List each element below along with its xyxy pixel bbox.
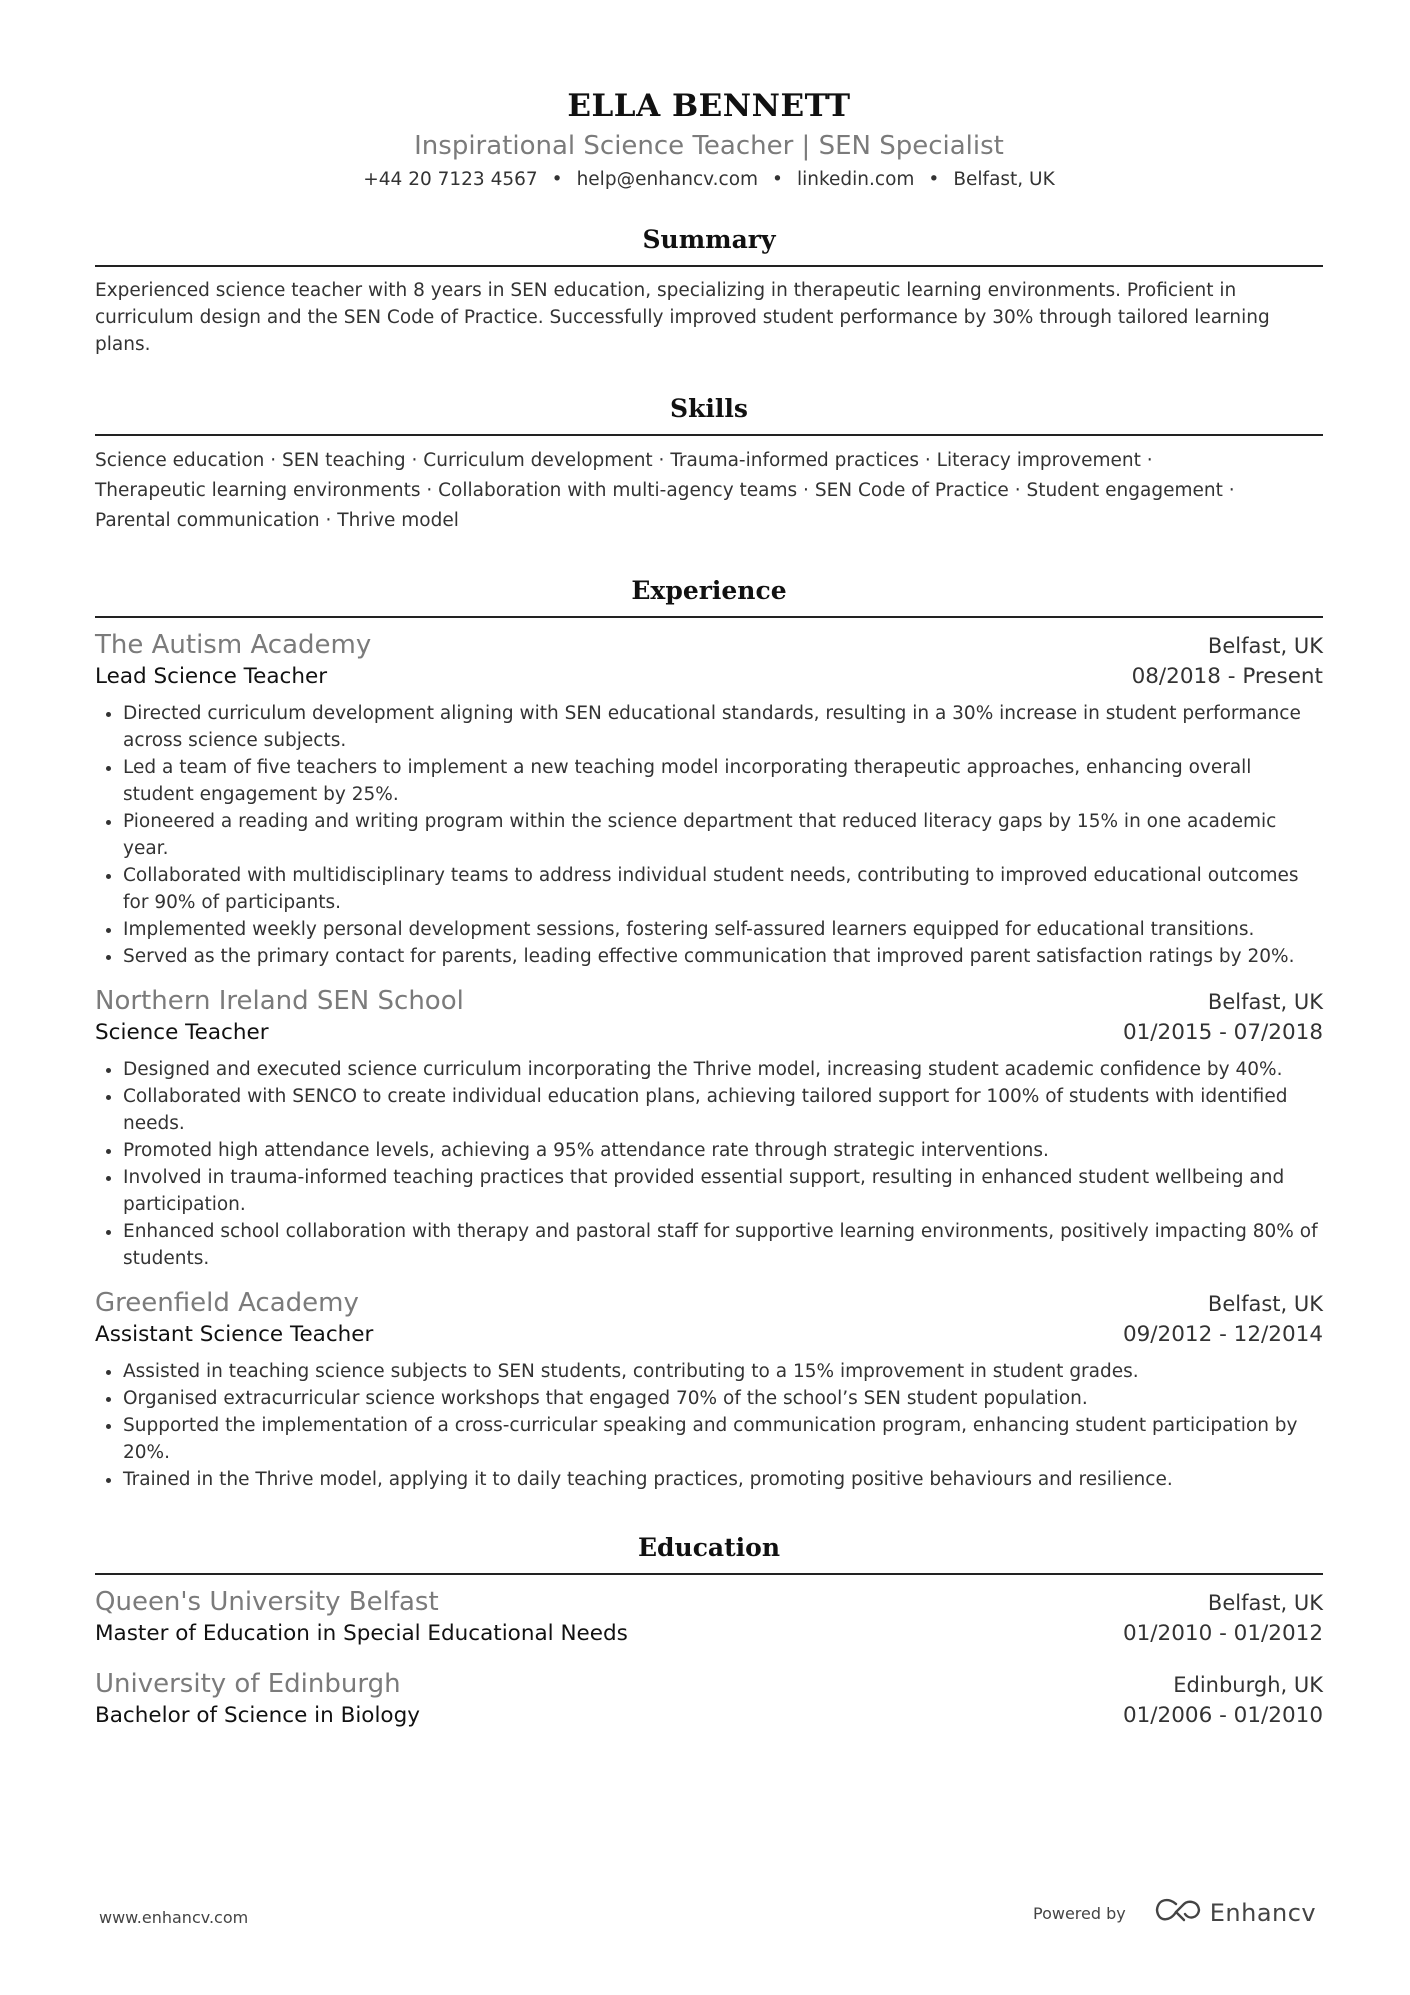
contact-separator: • <box>928 169 940 190</box>
job-bullet: • Assisted in teaching science subjects to SEN students, contributing to a 15% improvement in student grades. <box>123 1358 1323 1385</box>
job-dates: 09/2012 - 12/2014 <box>1122 1322 1323 1347</box>
summary-text: Experienced science teacher with 8 years in SEN education, specializing in therapeutic learning environments. Proficient in curriculum design and the SEN Code of Practice. Successfully improved student performance by 30% through tailored learning plans. <box>95 280 1270 355</box>
powered-by-label: Powered by <box>1033 1903 1126 1923</box>
job-bullet: • Collaborated with SENCO to create individual education plans, achieving tailored support for 100% of students with identified needs. <box>123 1083 1323 1137</box>
summary-section <box>95 223 1323 358</box>
job-bullet: • Enhanced school collaboration with therapy and pastoral staff for supportive learning environments, positively impacting 80% of students. <box>123 1218 1323 1272</box>
skills-line: Therapeutic learning environments · Collaboration with multi-agency teams · SEN Code of Practice · Student engagement · <box>95 480 1235 501</box>
skills-section <box>95 392 1323 536</box>
contact-line <box>95 167 1323 193</box>
job-organization: Northern Ireland SEN School <box>95 986 464 1016</box>
job-bullet: • Directed curriculum development aligning with SEN educational standards, resulting in a 30% increase in student performance across science subjects. <box>123 700 1323 754</box>
education-degree: Bachelor of Science in Biology <box>95 1703 420 1728</box>
job-bullets <box>95 700 1323 970</box>
job-dates: 01/2015 - 07/2018 <box>1122 1020 1323 1045</box>
skills-heading: Skills <box>95 392 1323 436</box>
education-dates: 01/2010 - 01/2012 <box>1122 1621 1323 1646</box>
education-dates: 01/2006 - 01/2010 <box>1122 1703 1323 1728</box>
skills-list <box>95 446 1323 536</box>
footer-website-link[interactable]: www.enhancv.com <box>99 1908 249 1927</box>
job-location: Belfast, UK <box>1207 990 1323 1014</box>
candidate-name: ELLA BENNETT <box>567 88 851 124</box>
contact-email: help@enhancv.com <box>576 169 759 190</box>
education-section <box>95 1531 1323 1731</box>
enhancv-logo-icon <box>1154 1898 1202 1928</box>
experience-section <box>95 574 1323 1493</box>
contact-separator: • <box>772 169 783 190</box>
education-location: Belfast, UK <box>1207 1591 1323 1615</box>
job-bullet: • Trained in the Thrive model, applying it to daily teaching practices, promoting positive behaviours and resilience. <box>123 1466 1323 1493</box>
summary-heading: Summary <box>95 223 1323 267</box>
job-role: Science Teacher <box>95 1020 269 1045</box>
job-bullet: • Pioneered a reading and writing program within the science department that reduced literacy gaps by 15% in one academic year. <box>123 808 1323 862</box>
education-heading: Education <box>95 1531 1323 1575</box>
contact-linkedin: linkedin.com <box>796 169 915 190</box>
job-bullet: • Organised extracurricular science workshops that engaged 70% of the school’s SEN student population. <box>123 1385 1323 1412</box>
job-entry <box>95 984 1323 1272</box>
job-role: Lead Science Teacher <box>95 664 328 689</box>
job-bullet: • Implemented weekly personal development sessions, fostering self-assured learners equipped for educational transitions. <box>123 916 1323 943</box>
brand-name: Enhancv <box>1209 1899 1317 1927</box>
job-role: Assistant Science Teacher <box>95 1322 374 1347</box>
job-bullet: • Collaborated with multidisciplinary teams to address individual student needs, contributing to improved educational outcomes for 90% of participants. <box>123 862 1323 916</box>
experience-heading: Experience <box>95 574 1323 618</box>
resume-header <box>95 0 1323 193</box>
job-bullet: • Involved in trauma-informed teaching practices that provided essential support, resulting in enhanced student wellbeing and participation. <box>123 1164 1323 1218</box>
skills-line: Parental communication · Thrive model <box>95 510 459 531</box>
job-bullet: • Led a team of five teachers to implement a new teaching model incorporating therapeutic approaches, enhancing overall student engagement by 25%. <box>123 754 1323 808</box>
job-bullet: • Supported the implementation of a cross-curricular speaking and communication program, enhancing student participation by 20%. <box>123 1412 1323 1466</box>
job-entry <box>95 628 1323 970</box>
job-location: Belfast, UK <box>1207 1292 1323 1316</box>
education-institution: Queen's University Belfast <box>95 1587 439 1617</box>
education-entry <box>95 1585 1323 1649</box>
education-degree: Master of Education in Special Educational Needs <box>95 1621 628 1646</box>
education-entry <box>95 1667 1323 1731</box>
job-bullet: • Served as the primary contact for parents, leading effective communication that improved parent satisfaction ratings by 20%. <box>123 943 1323 970</box>
education-location: Edinburgh, UK <box>1173 1673 1323 1697</box>
job-bullets <box>95 1056 1323 1272</box>
education-institution: University of Edinburgh <box>95 1669 401 1699</box>
job-organization: The Autism Academy <box>95 630 372 660</box>
contact-phone: +44 20 7123 4567 <box>363 169 538 190</box>
contact-location: Belfast, UK <box>953 169 1055 190</box>
contact-separator: • <box>551 169 563 190</box>
job-location: Belfast, UK <box>1207 634 1323 658</box>
job-bullets <box>95 1358 1323 1493</box>
job-entry <box>95 1286 1323 1493</box>
job-bullet: • Promoted high attendance levels, achieving a 95% attendance rate through strategic interventions. <box>123 1137 1323 1164</box>
skills-line: Science education · SEN teaching · Curriculum development · Trauma-informed practices · Literacy improvement · <box>95 450 1153 471</box>
resume-page <box>95 0 1323 1731</box>
job-dates: 08/2018 - Present <box>1131 664 1323 689</box>
footer-branding <box>1033 1898 1316 1928</box>
job-bullet: • Designed and executed science curriculum incorporating the Thrive model, increasing student academic confidence by 40%. <box>123 1056 1323 1083</box>
job-organization: Greenfield Academy <box>95 1288 359 1318</box>
candidate-title: Inspirational Science Teacher | SEN Specialist <box>414 131 1004 161</box>
